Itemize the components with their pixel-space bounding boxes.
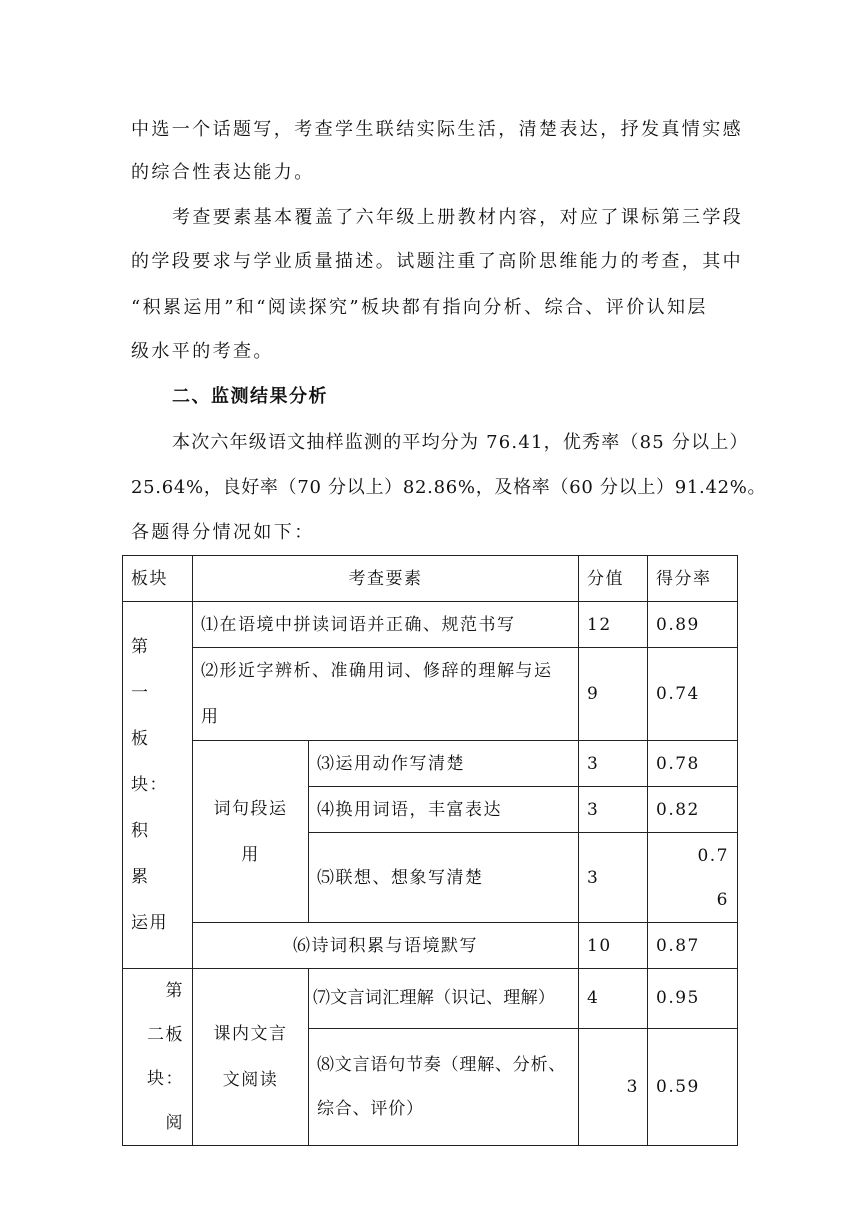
group-kenei: 课内文言文阅读: [193, 969, 309, 1146]
block-label-part: 板块：: [131, 729, 168, 795]
block-label-part: 二板: [147, 1025, 184, 1045]
rate-cell: 0.95: [648, 969, 738, 1029]
element-cell: ⑶运用动作写清楚: [309, 741, 579, 787]
paragraph-line: 的学段要求与学业质量描述。试题注重了高阶思维能力的考查，其中: [131, 251, 743, 272]
paragraph-line: 各题得分情况如下：: [131, 522, 315, 543]
header-block: 板块: [123, 556, 193, 602]
score-cell: 3: [579, 833, 648, 923]
table-row: [123, 923, 738, 969]
rate-cell: 0.74: [648, 648, 738, 741]
paragraph-line: 中选一个话题写，考查学生联结实际生活，清楚表达，抒发真情实感: [131, 119, 743, 140]
group-ciju: 词句段运用: [193, 741, 309, 923]
block-label-part: 运用: [131, 913, 168, 933]
block2-label: [123, 969, 193, 1146]
score-cell: 10: [579, 923, 648, 969]
section-heading: 二、监测结果分析: [172, 386, 328, 407]
block-label-part: 第: [165, 981, 184, 1001]
rate-cell: 0.59: [648, 1028, 738, 1145]
header-score: 分值: [579, 556, 648, 602]
paragraph-line: 考查要素基本覆盖了六年级上册教材内容，对应了课标第三学段: [172, 207, 744, 228]
block1-label: [123, 602, 193, 969]
header-rate: 得分率: [648, 556, 738, 602]
block-label-part: 积 累: [131, 821, 168, 887]
table-row: [123, 969, 738, 1029]
table-row: [123, 741, 738, 787]
header-element: 考查要素: [193, 556, 579, 602]
paragraph-line: 25.64%，良好率（70 分以上）82.86%，及格率（60 分以上）91.42%。: [131, 477, 767, 498]
rate-cell: 0.76: [648, 833, 738, 923]
score-cell: 3: [579, 787, 648, 833]
paragraph-line: 级水平的考查。: [131, 341, 274, 362]
element-cell: ⑴在语境中拼读词语并正确、规范书写: [193, 602, 579, 648]
element-cell: ⑹诗词积累与语境默写: [193, 923, 579, 969]
score-cell: 3: [579, 741, 648, 787]
element-cell: ⑻文言语句节奏（理解、分析、综合、评价）: [309, 1028, 579, 1145]
score-cell: 3: [579, 1028, 648, 1145]
score-cell: 4: [579, 969, 648, 1029]
paragraph-line: 的综合性表达能力。: [131, 162, 315, 183]
rate-cell: 0.78: [648, 741, 738, 787]
block-label-part: 块：阅: [147, 1069, 184, 1133]
table-row: [123, 602, 738, 648]
rate-cell: 0.87: [648, 923, 738, 969]
element-cell: ⑵形近字辨析、准确用词、修辞的理解与运用: [193, 648, 579, 741]
block-label-part: 第 一: [131, 637, 168, 703]
table-header-row: [123, 556, 738, 602]
score-cell: 9: [579, 648, 648, 741]
rate-cell: 0.89: [648, 602, 738, 648]
paragraph-line: “积累运用”和“阅读探究”板块都有指向分析、综合、评价认知层: [131, 297, 708, 318]
paragraph-line: 本次六年级语文抽样监测的平均分为 76.41，优秀率（85 分以上）: [172, 432, 749, 453]
element-cell: ⑷换用词语，丰富表达: [309, 787, 579, 833]
element-cell: ⑸联想、想象写清楚: [309, 833, 579, 923]
element-cell: ⑺文言词汇理解（识记、理解）: [309, 969, 579, 1029]
score-table: [122, 555, 738, 1146]
table-row: [123, 648, 738, 741]
score-cell: 12: [579, 602, 648, 648]
rate-cell: 0.82: [648, 787, 738, 833]
